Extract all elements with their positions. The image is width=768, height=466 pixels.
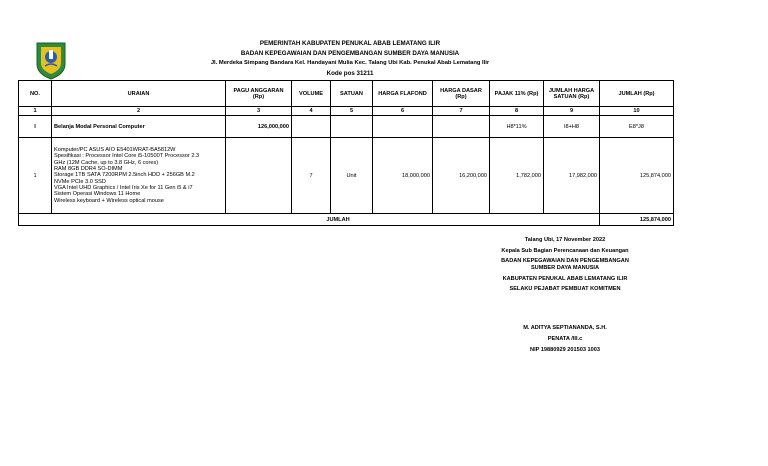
spec-line: VGA Intel UHD Graphics / Intel Iris Xe for 11 Gen i5 & i7 bbox=[54, 184, 193, 191]
item-volume: 7 bbox=[292, 138, 331, 214]
section-jumlah-harga-formula: I8+H8 bbox=[544, 116, 600, 138]
header-postcode: Kode pos 31211 bbox=[326, 70, 374, 77]
col-number: 2 bbox=[52, 107, 226, 116]
budget-table bbox=[18, 80, 674, 226]
col-number: 6 bbox=[373, 107, 433, 116]
col-number: 1 bbox=[19, 107, 52, 116]
empty-cell bbox=[331, 116, 373, 138]
empty-cell bbox=[433, 116, 490, 138]
col-number: 10 bbox=[600, 107, 674, 116]
section-row bbox=[19, 116, 674, 138]
signatory-nip: NIP 19880929 201503 1003 bbox=[530, 347, 600, 353]
item-harga-dasar: 16,200,000 bbox=[433, 138, 490, 214]
section-pagu: 126,000,000 bbox=[226, 116, 292, 138]
spec-line: RAM 8GB DDR4 SO-DIMM bbox=[54, 166, 123, 173]
header-agency: BADAN KEPEGAWAIAN DAN PENGEMBANGAN SUMBER DAYA MANUSIA bbox=[240, 50, 460, 57]
signature-title-1: Kepala Sub Bagian Perencanaan dan Keuangan bbox=[501, 248, 629, 254]
col-header-jumlah-harga: JUMLAH HARGA SATUAN (Rp) bbox=[544, 81, 600, 107]
spec-line: Sistem Operasi Windows 11 Home bbox=[54, 191, 141, 198]
item-jumlah: 125,874,000 bbox=[600, 138, 674, 214]
spec-line: Storage 1TB SATA 7200RPM 2.5inch HDD + 256GB M.2 bbox=[54, 172, 195, 179]
spec-line: Wireless keyboard + Wireless optical mouse bbox=[54, 197, 164, 204]
col-header-satuan: SATUAN bbox=[331, 81, 373, 107]
total-value: 125,874,000 bbox=[600, 214, 674, 226]
column-number-row bbox=[19, 107, 674, 116]
header-government: PEMERINTAH KABUPATEN PENUKAL ABAB LEMATANG ILIR bbox=[259, 40, 441, 47]
col-header-jumlah: JUMLAH (Rp) bbox=[600, 81, 674, 107]
empty-cell bbox=[373, 116, 433, 138]
spec-line: Spesifikasi : Processor Intel Core i5-10500T Processor 2.3 bbox=[54, 153, 200, 160]
col-header-pagu: PAGU ANGGARAN (Rp) bbox=[226, 81, 292, 107]
signatory-name: M. ADITYA SEPTIANANDA, S.H. bbox=[523, 325, 607, 331]
empty-cell bbox=[292, 116, 331, 138]
section-title: Belanja Modal Personal Computer bbox=[52, 116, 226, 138]
col-number: 9 bbox=[544, 107, 600, 116]
col-number: 8 bbox=[490, 107, 544, 116]
signatory-rank: PENATA /III.c bbox=[547, 336, 583, 342]
item-satuan: Unit bbox=[331, 138, 373, 214]
signature-title-4: SELAKU PEJABAT PEMBUAT KOMITMEN bbox=[509, 286, 621, 292]
col-number: 4 bbox=[292, 107, 331, 116]
col-number: 3 bbox=[226, 107, 292, 116]
item-specification bbox=[52, 138, 226, 214]
section-pajak-formula: H8*11% bbox=[490, 116, 544, 138]
total-label: JUMLAH bbox=[19, 214, 600, 226]
col-number: 5 bbox=[331, 107, 373, 116]
item-pajak: 1,782,000 bbox=[490, 138, 544, 214]
signature-title-3: KABUPATEN PENUKAL ABAB LEMATANG ILIR bbox=[502, 276, 628, 282]
header-address: Jl. Merdeka Simpang Bandara Kel. Handayani Mulia Kec. Talang Ubi Kab. Penukal Abab Lematang Ilir bbox=[210, 60, 490, 66]
item-row bbox=[19, 138, 674, 214]
col-header-flafond: HARGA FLAFOND bbox=[373, 81, 433, 107]
signature-title-2: BADAN KEPEGAWAIAN DAN PENGEMBANGAN SUMBER DAYA MANUSIA bbox=[501, 258, 629, 271]
item-jumlah-harga: 17,982,000 bbox=[544, 138, 600, 214]
col-header-pajak: PAJAK 11% (Rp) bbox=[490, 81, 544, 107]
signature-place-date: Talang Ubi, 17 November 2022 bbox=[524, 237, 606, 243]
col-header-volume: VOLUME bbox=[292, 81, 331, 107]
spec-line: GHz (12M Cache, up to 3.8 GHz, 6 cores) bbox=[54, 159, 159, 166]
spec-line: Komputer/PC ASUS AIO E5401WRAT-BA5812W bbox=[54, 147, 176, 154]
col-header-no: NO. bbox=[19, 81, 52, 107]
section-no: I bbox=[19, 116, 52, 138]
item-flafond: 18,000,000 bbox=[373, 138, 433, 214]
total-row bbox=[19, 214, 674, 226]
empty-cell bbox=[226, 138, 292, 214]
col-header-uraian: URAIAN bbox=[52, 81, 226, 107]
col-header-dasar: HARGA DASAR (Rp) bbox=[433, 81, 490, 107]
table-header-row bbox=[19, 81, 674, 107]
spec-line: NVMe PCIe 3.0 SSD bbox=[54, 178, 106, 185]
section-jumlah-formula: E8*J8 bbox=[600, 116, 674, 138]
item-no: 1 bbox=[19, 138, 52, 214]
regency-emblem-icon bbox=[34, 40, 68, 80]
col-number: 7 bbox=[433, 107, 490, 116]
